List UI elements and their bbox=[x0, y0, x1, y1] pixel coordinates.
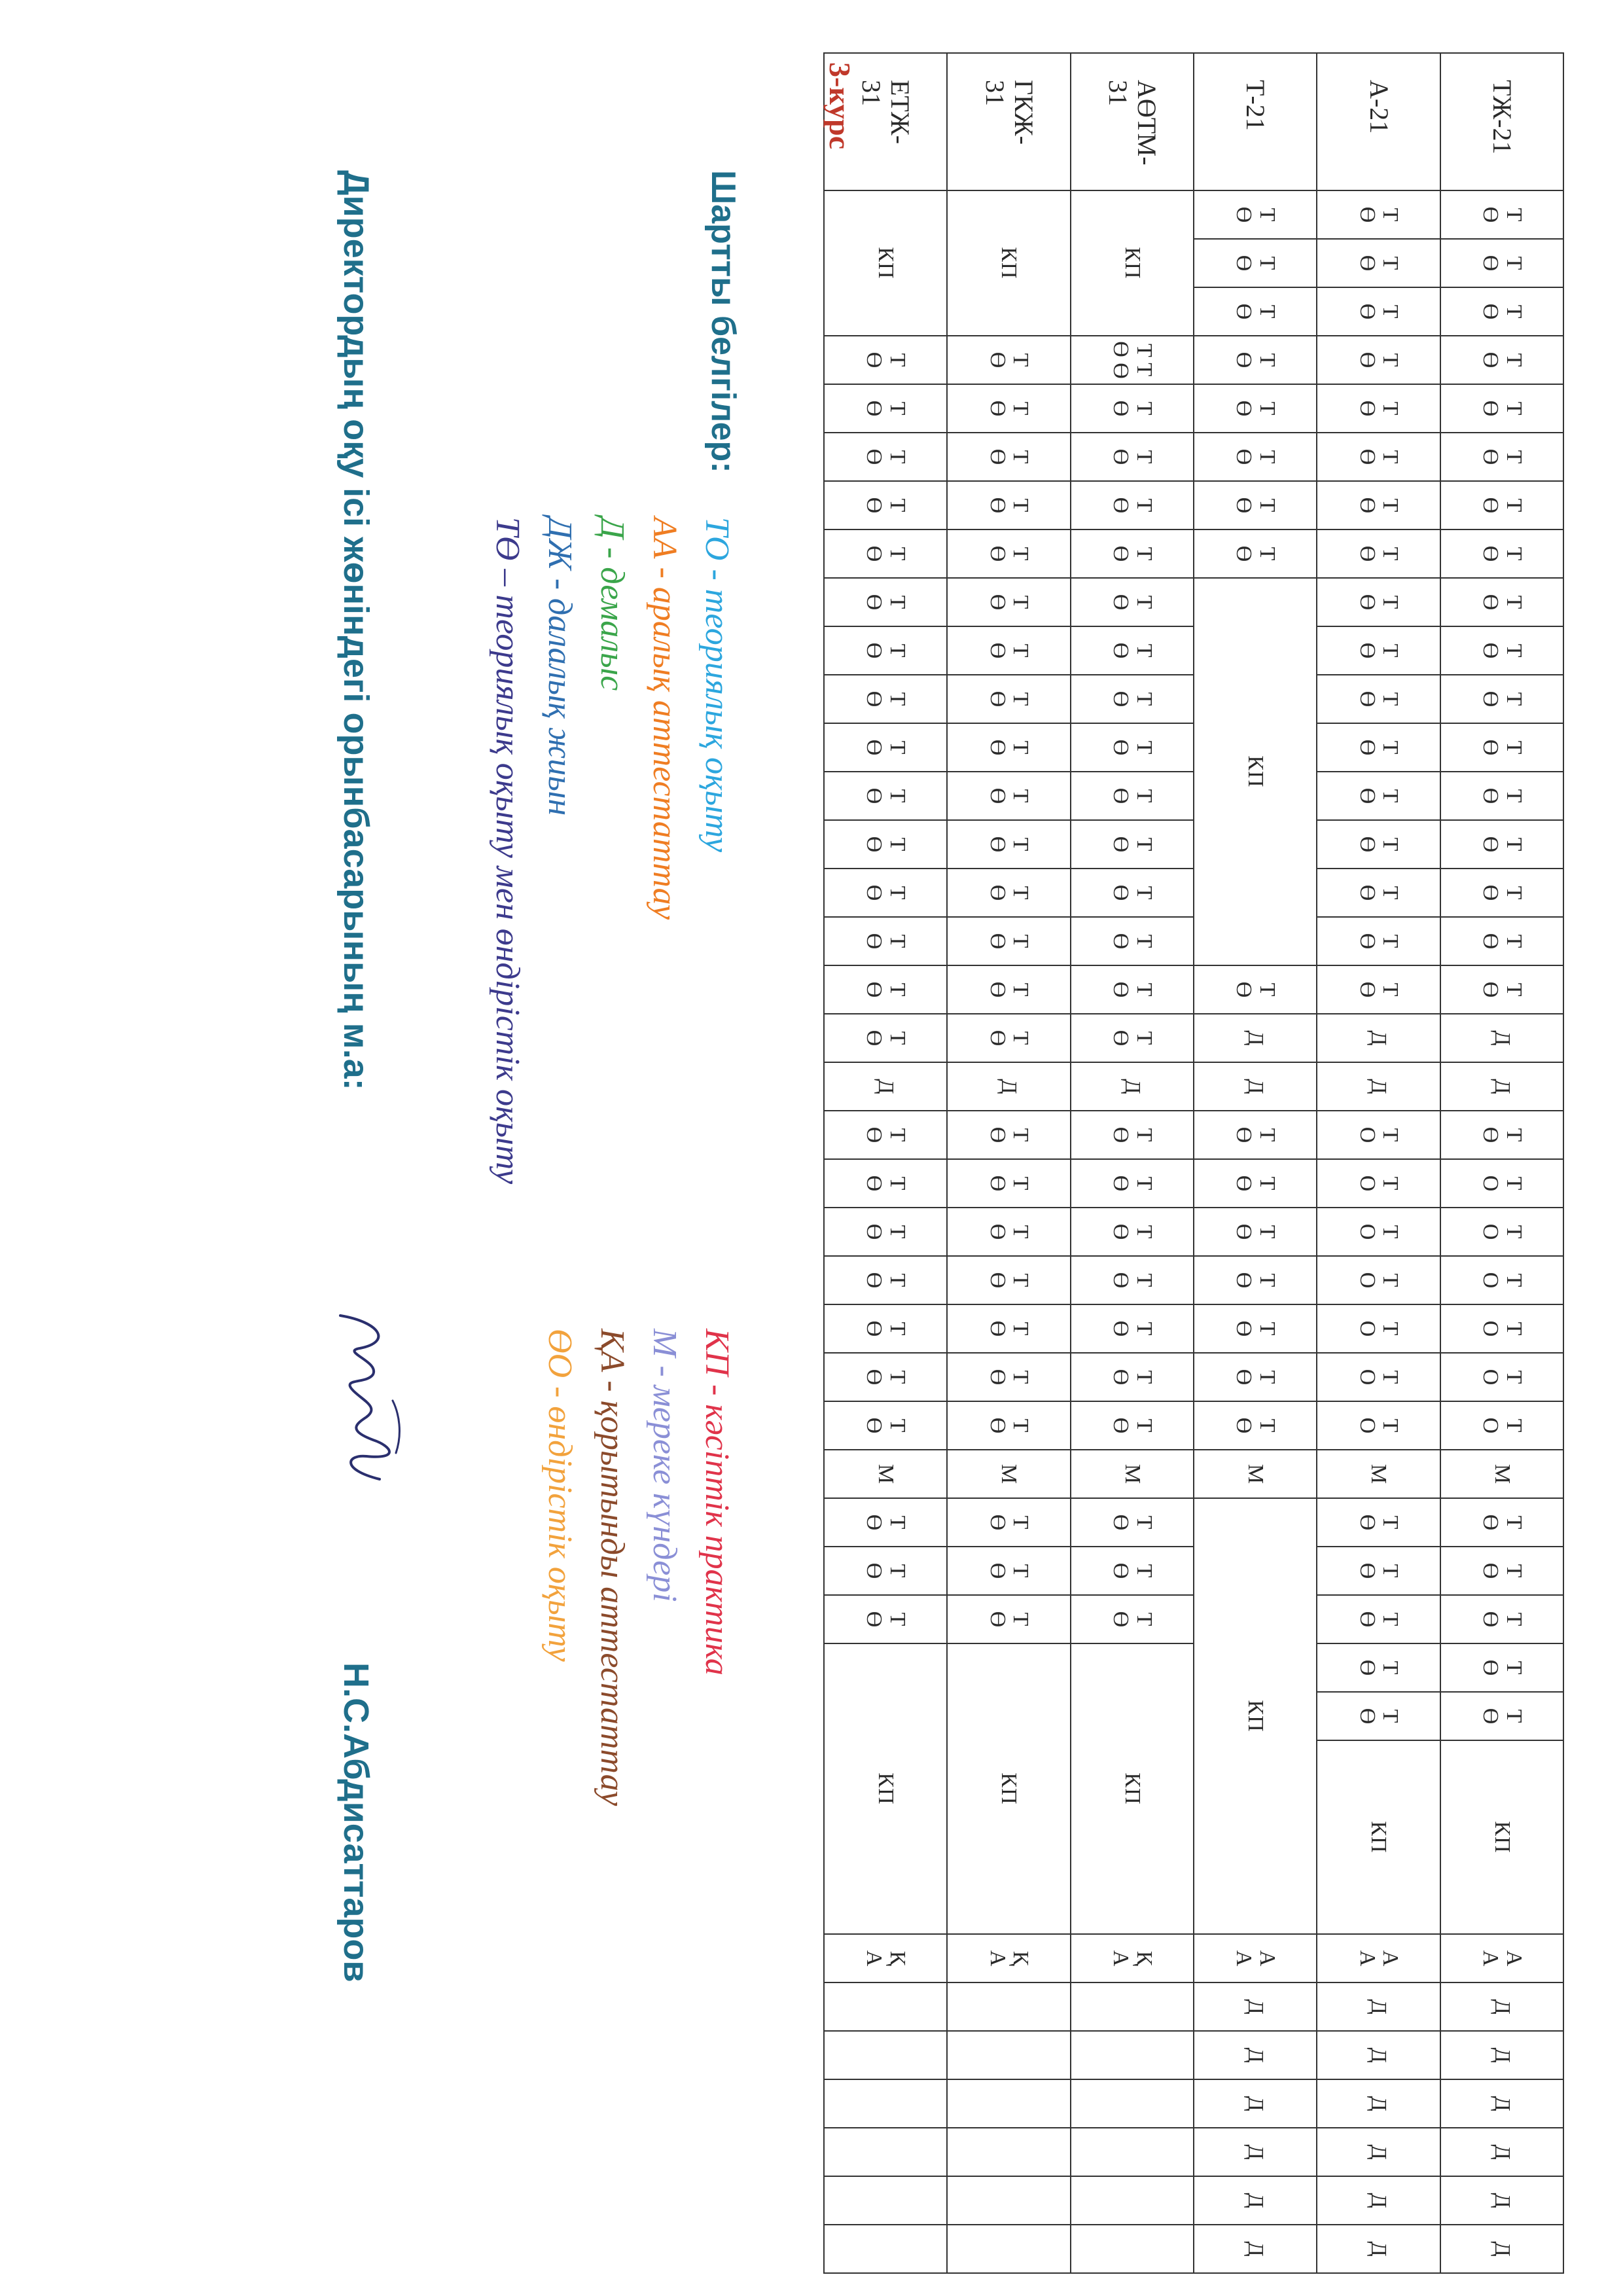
week-cell: Т О bbox=[1317, 1111, 1440, 1159]
week-cell: Д bbox=[1440, 1982, 1563, 2031]
week-cell: Д bbox=[1440, 2079, 1563, 2128]
week-cell: Т Ө bbox=[1317, 529, 1440, 578]
group-label: Т-21 bbox=[1194, 53, 1317, 190]
week-cell: Д bbox=[1317, 2176, 1440, 2225]
week-cell bbox=[824, 2079, 947, 2128]
week-cell: Т Ө bbox=[1194, 239, 1317, 287]
week-cell: Т О bbox=[1317, 1304, 1440, 1353]
handwritten-signature bbox=[308, 1302, 419, 1492]
legend-item-theoretical: ТО - теориялық оқыту bbox=[698, 517, 736, 853]
week-cell: Т Ө bbox=[1071, 1304, 1194, 1353]
practice-block: КП bbox=[1071, 190, 1194, 336]
week-cell: Т Ө bbox=[1071, 578, 1194, 626]
group-label: ЕТЖ- 31 bbox=[824, 53, 947, 190]
week-cell: Қ А bbox=[1071, 1934, 1194, 1982]
week-cell bbox=[1071, 1982, 1194, 2031]
week-cell: Т Ө bbox=[1071, 626, 1194, 675]
week-cell: Т Ө bbox=[1194, 1353, 1317, 1401]
week-cell bbox=[1071, 2079, 1194, 2128]
week-cell: Д bbox=[1071, 1062, 1194, 1111]
week-cell: Т О bbox=[1440, 1304, 1563, 1353]
week-cell bbox=[947, 2079, 1070, 2128]
week-cell: Т Ө bbox=[1071, 1547, 1194, 1595]
week-cell: Т Ө bbox=[1317, 675, 1440, 723]
week-cell: Т Ө bbox=[1071, 529, 1194, 578]
schedule-row bbox=[1317, 53, 1440, 2273]
week-cell: Т Ө bbox=[947, 336, 1070, 384]
schedule-row bbox=[1071, 53, 1194, 2273]
week-cell: Т Ө bbox=[947, 723, 1070, 772]
week-cell: Т О bbox=[1317, 1401, 1440, 1450]
week-cell: Т Ө bbox=[824, 1304, 947, 1353]
week-cell: Т Ө bbox=[1440, 1595, 1563, 1643]
week-cell: Т Ө bbox=[1194, 481, 1317, 529]
week-cell: Т Ө bbox=[947, 529, 1070, 578]
week-cell: Т Ө bbox=[1194, 336, 1317, 384]
week-cell: Т Ө bbox=[1071, 965, 1194, 1014]
week-cell: Т Ө bbox=[1440, 772, 1563, 820]
legend-right-column bbox=[533, 1329, 743, 1806]
week-cell: Т Ө bbox=[824, 723, 947, 772]
week-cell: Т Ө bbox=[1440, 723, 1563, 772]
week-cell: Д bbox=[1194, 1982, 1317, 2031]
week-cell: Т Ө bbox=[947, 1208, 1070, 1256]
week-cell: Т Ө bbox=[1071, 1111, 1194, 1159]
week-cell: Т Ө bbox=[1440, 1498, 1563, 1547]
week-cell bbox=[824, 2225, 947, 2273]
schedule-row bbox=[1194, 53, 1317, 2273]
week-cell: Т Ө bbox=[1071, 1014, 1194, 1062]
legend-item-interim-attestation: АА - аралық аттестаттау bbox=[646, 517, 683, 920]
week-cell: А А bbox=[1440, 1934, 1563, 1982]
practice-block: КП bbox=[1194, 1498, 1317, 1934]
signatory-name: Н.С.Абдисаттаров bbox=[336, 1662, 376, 1982]
week-cell: Д bbox=[1194, 2031, 1317, 2079]
week-cell bbox=[947, 2176, 1070, 2225]
week-cell: Д bbox=[1194, 2225, 1317, 2273]
week-cell: Т Ө bbox=[1071, 481, 1194, 529]
week-cell: Т Ө bbox=[1194, 1256, 1317, 1304]
week-cell: Т Ө bbox=[1317, 433, 1440, 481]
week-cell: Т Ө bbox=[1440, 1111, 1563, 1159]
week-cell: Т Ө bbox=[947, 578, 1070, 626]
week-cell: Т Ө bbox=[824, 529, 947, 578]
week-cell: Т Ө bbox=[1194, 433, 1317, 481]
week-cell: Д bbox=[1194, 2079, 1317, 2128]
week-cell: Д bbox=[1317, 2031, 1440, 2079]
week-cell: Т Ө bbox=[947, 1159, 1070, 1208]
week-cell: Т Ө bbox=[1440, 384, 1563, 433]
group-label: ГКЖ- 31 bbox=[947, 53, 1070, 190]
week-cell: Д bbox=[1440, 1014, 1563, 1062]
week-cell: Т Ө bbox=[824, 675, 947, 723]
week-cell: Т Ө bbox=[947, 481, 1070, 529]
week-cell: Т Ө bbox=[947, 1353, 1070, 1401]
week-cell: Т Ө bbox=[824, 965, 947, 1014]
week-cell: Т Ө bbox=[824, 1401, 947, 1450]
week-cell: Т Ө bbox=[947, 1547, 1070, 1595]
week-cell: Т Ө bbox=[1194, 190, 1317, 239]
week-cell bbox=[947, 2225, 1070, 2273]
week-cell: Т Ө bbox=[1194, 529, 1317, 578]
week-cell: Т Ө bbox=[1440, 481, 1563, 529]
schedule-row bbox=[1440, 53, 1563, 2273]
week-cell: Д bbox=[1194, 2176, 1317, 2225]
week-cell: Т О bbox=[1440, 1256, 1563, 1304]
week-cell bbox=[1071, 2225, 1194, 2273]
week-cell: Т Ө bbox=[1071, 675, 1194, 723]
week-cell: Т О bbox=[1440, 1401, 1563, 1450]
week-cell: Д bbox=[1317, 2079, 1440, 2128]
practice-block: КП bbox=[824, 190, 947, 336]
week-cell: Т Ө bbox=[1440, 917, 1563, 965]
week-cell: Д bbox=[1317, 1062, 1440, 1111]
week-cell: Т Ө bbox=[1440, 869, 1563, 917]
legend-title: Шартты белгілер: bbox=[704, 170, 742, 473]
week-cell: Т Ө bbox=[947, 1401, 1070, 1450]
week-cell: Т Ө bbox=[824, 336, 947, 384]
week-cell: Т О bbox=[1317, 1208, 1440, 1256]
week-cell: Т Ө bbox=[824, 917, 947, 965]
week-cell: Т Ө bbox=[824, 578, 947, 626]
practice-block: КП bbox=[1194, 578, 1317, 965]
week-cell: Т Ө bbox=[824, 772, 947, 820]
week-cell: Т Ө bbox=[824, 1111, 947, 1159]
week-cell: Т Ө bbox=[1317, 1498, 1440, 1547]
week-cell: Д bbox=[1440, 1062, 1563, 1111]
week-cell: Т Ө bbox=[1194, 287, 1317, 336]
week-cell: Т О bbox=[1317, 1353, 1440, 1401]
week-cell: Т Ө bbox=[1317, 1692, 1440, 1740]
week-cell: Т Ө bbox=[1317, 917, 1440, 965]
week-cell bbox=[824, 2176, 947, 2225]
week-cell: Т Ө bbox=[1317, 384, 1440, 433]
week-cell: Т Ө bbox=[1194, 1159, 1317, 1208]
week-cell: Қ А bbox=[947, 1934, 1070, 1982]
week-cell: Д bbox=[1194, 1014, 1317, 1062]
week-cell: Д bbox=[1440, 2176, 1563, 2225]
week-cell: Т Ө bbox=[947, 433, 1070, 481]
legend-item-final-attestation: ҚА - қорытынды аттестаттау bbox=[594, 1329, 631, 1806]
week-cell: Т Ө bbox=[1194, 1401, 1317, 1450]
practice-block: КП bbox=[947, 190, 1070, 336]
week-cell: Т Ө bbox=[824, 626, 947, 675]
signatory-position: Директордың оқу ісі жөніндегі орынбасарының м.а: bbox=[336, 170, 376, 1090]
week-cell: Т Ө bbox=[1440, 626, 1563, 675]
week-cell: А А bbox=[1194, 1934, 1317, 1982]
week-cell: Т Ө bbox=[824, 1208, 947, 1256]
week-cell: Т Ө bbox=[1317, 578, 1440, 626]
week-cell: Т Ө bbox=[824, 1547, 947, 1595]
week-cell bbox=[947, 1982, 1070, 2031]
week-cell: Т Т Ө Ө bbox=[1071, 336, 1194, 384]
group-label: А-21 bbox=[1317, 53, 1440, 190]
week-cell: Т Ө bbox=[824, 481, 947, 529]
week-cell: Т Ө bbox=[1440, 578, 1563, 626]
week-cell: Т Ө bbox=[1071, 820, 1194, 869]
week-cell: Т Ө bbox=[947, 869, 1070, 917]
week-cell: М bbox=[1194, 1450, 1317, 1498]
week-cell: Т Ө bbox=[947, 1256, 1070, 1304]
group-label: АӨТМ- 31 bbox=[1071, 53, 1194, 190]
week-cell: Т Ө bbox=[824, 820, 947, 869]
week-cell: Т Ө bbox=[1071, 869, 1194, 917]
week-cell: Т Ө bbox=[1071, 1353, 1194, 1401]
week-cell: Т Ө bbox=[947, 917, 1070, 965]
week-cell: М bbox=[1440, 1450, 1563, 1498]
week-cell: Т Ө bbox=[1194, 1208, 1317, 1256]
week-cell: Д bbox=[1440, 2031, 1563, 2079]
legend-left-column bbox=[481, 517, 743, 1184]
week-cell: Т Ө bbox=[1440, 287, 1563, 336]
week-cell: Т Ө bbox=[1440, 239, 1563, 287]
week-cell: Т Ө bbox=[947, 1111, 1070, 1159]
week-cell: Т О bbox=[1440, 1353, 1563, 1401]
practice-block: КП bbox=[1317, 1740, 1440, 1934]
week-cell: Д bbox=[947, 1062, 1070, 1111]
week-cell: Т Ө bbox=[1071, 1208, 1194, 1256]
week-cell: Т Ө bbox=[1071, 1401, 1194, 1450]
week-cell: Т О bbox=[1317, 1159, 1440, 1208]
week-cell bbox=[824, 1982, 947, 2031]
week-cell: Д bbox=[1317, 2225, 1440, 2273]
week-cell: Т Ө bbox=[824, 869, 947, 917]
week-cell: Т Ө bbox=[1071, 1159, 1194, 1208]
week-cell: Т Ө bbox=[947, 772, 1070, 820]
week-cell: Т Ө bbox=[1440, 529, 1563, 578]
week-cell: Қ А bbox=[824, 1934, 947, 1982]
week-cell: М bbox=[1317, 1450, 1440, 1498]
week-cell: Д bbox=[824, 1062, 947, 1111]
week-cell: Т Ө bbox=[1317, 1595, 1440, 1643]
week-cell: Т Ө bbox=[824, 433, 947, 481]
week-cell: Т Ө bbox=[1440, 675, 1563, 723]
week-cell: М bbox=[947, 1450, 1070, 1498]
week-cell: Т Ө bbox=[947, 1498, 1070, 1547]
week-cell: Т Ө bbox=[947, 626, 1070, 675]
week-cell: Т О bbox=[1440, 1159, 1563, 1208]
week-cell: Д bbox=[1317, 1982, 1440, 2031]
week-cell: Т Ө bbox=[1194, 1304, 1317, 1353]
week-cell: Т Ө bbox=[1317, 820, 1440, 869]
week-cell: Т Ө bbox=[824, 1595, 947, 1643]
week-cell: Т Ө bbox=[1071, 1256, 1194, 1304]
week-cell: Т Ө bbox=[1194, 1111, 1317, 1159]
week-cell: М bbox=[824, 1450, 947, 1498]
group-label: ТЖ-21 bbox=[1440, 53, 1563, 190]
week-cell: Т Ө bbox=[947, 1014, 1070, 1062]
week-cell: Д bbox=[1317, 2128, 1440, 2176]
week-cell: Т Ө bbox=[1317, 481, 1440, 529]
week-cell bbox=[824, 2128, 947, 2176]
legend-item-industrial-training: ӨО - өндірістік оқыту bbox=[541, 1329, 579, 1662]
week-cell: А А bbox=[1317, 1934, 1440, 1982]
week-cell bbox=[947, 2031, 1070, 2079]
week-cell bbox=[1071, 2176, 1194, 2225]
week-cell: Т Ө bbox=[1317, 626, 1440, 675]
week-cell bbox=[824, 2031, 947, 2079]
week-cell: Т Ө bbox=[947, 965, 1070, 1014]
week-cell: Т Ө bbox=[1440, 820, 1563, 869]
practice-block: КП bbox=[1440, 1740, 1563, 1934]
week-cell: Т Ө bbox=[824, 384, 947, 433]
week-cell: Т Ө bbox=[947, 1595, 1070, 1643]
week-cell: Т Ө bbox=[1071, 772, 1194, 820]
week-cell: Т Ө bbox=[824, 1014, 947, 1062]
week-cell: Т Ө bbox=[1071, 723, 1194, 772]
week-cell: Т О bbox=[1440, 1208, 1563, 1256]
legend-item-theory-and-industrial: ТӨ – теориялық оқыту мен өндірістік оқыту bbox=[489, 517, 526, 1185]
week-cell: Т Ө bbox=[1317, 869, 1440, 917]
week-cell bbox=[1071, 2031, 1194, 2079]
week-cell: Т Ө bbox=[1440, 433, 1563, 481]
week-cell: Т Ө bbox=[824, 1256, 947, 1304]
week-cell bbox=[1071, 2128, 1194, 2176]
week-cell: Т Ө bbox=[1071, 917, 1194, 965]
legend-item-field-camp: ДЖ - далалық жиын bbox=[541, 517, 579, 816]
week-cell: Т Ө bbox=[1317, 1547, 1440, 1595]
week-cell: Т Ө bbox=[1071, 1595, 1194, 1643]
week-cell: Т Ө bbox=[1317, 1643, 1440, 1692]
practice-block: КП bbox=[947, 1643, 1070, 1934]
week-cell: Т Ө bbox=[1071, 1498, 1194, 1547]
schedule-row bbox=[824, 53, 947, 2273]
week-cell: Д bbox=[1194, 1062, 1317, 1111]
practice-block: КП bbox=[1071, 1643, 1194, 1934]
week-cell: Т Ө bbox=[1317, 336, 1440, 384]
week-cell: Т Ө bbox=[1194, 965, 1317, 1014]
schedule-table bbox=[823, 52, 1564, 2274]
week-cell: Т Ө bbox=[1440, 1643, 1563, 1692]
week-cell: Д bbox=[1440, 2225, 1563, 2273]
week-cell: Т Ө bbox=[1440, 1692, 1563, 1740]
week-cell: Т О bbox=[1317, 1256, 1440, 1304]
week-cell: Т Ө bbox=[824, 1353, 947, 1401]
week-cell: Т Ө bbox=[1071, 433, 1194, 481]
course-label: 3-курс bbox=[823, 62, 857, 150]
week-cell: Т Ө bbox=[1440, 965, 1563, 1014]
week-cell: Т Ө bbox=[1440, 190, 1563, 239]
week-cell: Д bbox=[1440, 2128, 1563, 2176]
week-cell: Т Ө bbox=[947, 675, 1070, 723]
week-cell: Т Ө bbox=[1440, 336, 1563, 384]
week-cell: Т Ө bbox=[947, 820, 1070, 869]
week-cell: Д bbox=[1317, 1014, 1440, 1062]
week-cell bbox=[947, 2128, 1070, 2176]
schedule-row bbox=[947, 53, 1070, 2273]
week-cell: Т Ө bbox=[947, 384, 1070, 433]
week-cell: Т Ө bbox=[1317, 190, 1440, 239]
practice-block: КП bbox=[824, 1643, 947, 1934]
week-cell: Т Ө bbox=[1317, 965, 1440, 1014]
week-cell: Т Ө bbox=[824, 1498, 947, 1547]
week-cell: Д bbox=[1194, 2128, 1317, 2176]
week-cell: Т Ө bbox=[1440, 1547, 1563, 1595]
week-cell: Т Ө bbox=[1317, 723, 1440, 772]
legend-item-vacation: Д - демалыс bbox=[594, 517, 631, 691]
week-cell: Т Ө bbox=[1071, 384, 1194, 433]
week-cell: Т Ө bbox=[824, 1159, 947, 1208]
week-cell: Т Ө bbox=[1317, 772, 1440, 820]
legend-item-professional-practice: КП - кәсіптік практика bbox=[698, 1329, 736, 1676]
week-cell: М bbox=[1071, 1450, 1194, 1498]
week-cell: Т Ө bbox=[1317, 239, 1440, 287]
week-cell: Т Ө bbox=[1317, 287, 1440, 336]
legend-item-holidays: М - мереке күндері bbox=[646, 1329, 683, 1602]
week-cell: Т Ө bbox=[1194, 384, 1317, 433]
week-cell: Т Ө bbox=[947, 1304, 1070, 1353]
